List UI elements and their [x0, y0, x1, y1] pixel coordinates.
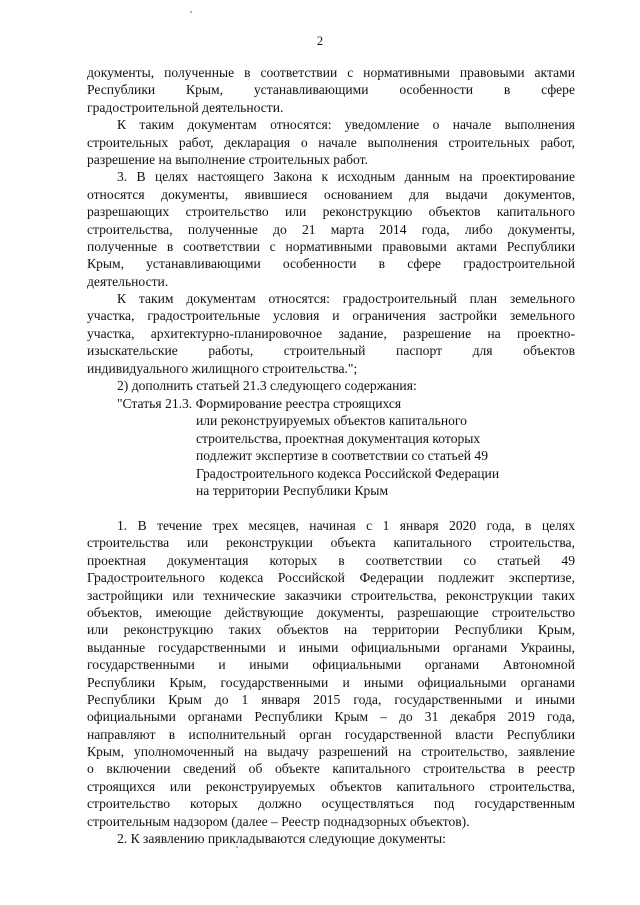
article-title [87, 395, 575, 499]
text-line: на территории Республики Крым [196, 482, 389, 498]
text-line: Крым, уполномоченный на выдачу разрешений на строительство, заявление [87, 744, 575, 760]
text-line: государственными и иными официальными органами Автономной [87, 657, 575, 673]
text-line: подлежит экспертизе в соответствии со статьей 49 [196, 448, 489, 464]
text-line: строительство которых должно осуществляться под государственным [87, 796, 575, 812]
text-line: индивидуального жилищного строительства."; [87, 360, 358, 376]
text-line: Крым, устанавливающими особенности в сфере градостроительной [87, 256, 575, 272]
text-line: выданные государственными и иными официальными органами Украины, [87, 639, 575, 655]
text-line: Республики Крым до 1 января 2015 года, государственными и иными [87, 691, 575, 707]
text-line: направляют в исполнительный орган государственной власти Республики [87, 726, 575, 742]
text-line: документы, полученные в соответствии с нормативными правовыми актами [87, 65, 575, 80]
text-line: застройщики или технические заказчики строительства, реконструкции таких [87, 587, 575, 603]
text-line: полученные в соответствии с нормативными правовыми актами Республики [87, 238, 575, 254]
text-line: участка, архитектурно-планировочное задание, разрешение на проектно- [87, 325, 575, 341]
text-line: К таким документам относятся: градостроительный план земельного [117, 291, 575, 307]
text-line: разрешающих строительство или реконструкцию объектов капитального [87, 204, 575, 220]
text-line: объектов, имеющие действующие документы, разрешающие строительство [87, 604, 575, 620]
text-line: или реконструкцию таких объектов на территории Республики Крым, [87, 622, 575, 638]
text-line: градостроительной деятельности. [87, 99, 284, 115]
text-line: о включении сведений об объекте капитального строительства в реестр [87, 761, 575, 777]
text-line: 1. В течение трех месяцев, начиная с 1 января 2020 года, в целях [117, 518, 575, 533]
text-line: 3. В целях настоящего Закона к исходным данным на проектирование [117, 169, 575, 185]
text-line: строительным надзором (далее – Реестр поднадзорных объектов). [87, 813, 470, 829]
text-line: строительства, проектная документация которых [196, 430, 481, 446]
text-line: изыскательские работы, строительный паспорт для объектов [87, 343, 575, 359]
text-block-upper [87, 64, 575, 394]
scan-speck [190, 11, 192, 13]
text-line: строительства, полученные до 21 марта 2014 года, либо документы, [87, 221, 575, 237]
page-number: 2 [316, 34, 324, 48]
text-line: или реконструируемых объектов капитального [196, 413, 467, 429]
text-line: деятельности. [87, 273, 169, 289]
text-line: относятся документы, явившиеся основанием для выдачи документов, [87, 186, 575, 202]
text-line: Градостроительного кодекса Российской Федерации подлежит экспертизе, [87, 570, 575, 586]
text-line: строящихся или реконструируемых объектов капитального строительства, [87, 778, 575, 794]
scan-speck [236, 846, 238, 848]
text-line: Республики Крым, государственными и иными официальными органами [87, 674, 575, 690]
text-line: К таким документам относятся: уведомление о начале выполнения [117, 117, 575, 133]
text-line: 2. К заявлению прикладываются следующие документы: [117, 831, 446, 847]
text-line: 2) дополнить статьей 21.3 следующего содержания: [117, 378, 417, 394]
text-block-lower [87, 517, 575, 847]
text-line: разрешение на выполнение строительных работ. [87, 151, 368, 167]
text-line: официальными органами Республики Крым – до 31 декабря 2019 года, [87, 709, 575, 725]
text-line: Градостроительного кодекса Российской Федерации [196, 465, 500, 481]
text-line: Республики Крым, устанавливающими особенности в сфере [87, 82, 575, 98]
text-line: участка, градостроительные условия и ограничения застройки земельного [87, 308, 575, 324]
text-line: проектная документация которых в соответствии со статьей 49 [87, 552, 575, 568]
text-line: строительства или реконструкции объекта капитального строительства, [87, 535, 575, 551]
text-line: строительных работ, декларация о начале выполнения строительных работ, [87, 134, 575, 150]
text-line: "Статья 21.3. Формирование реестра строящихся [117, 396, 402, 411]
